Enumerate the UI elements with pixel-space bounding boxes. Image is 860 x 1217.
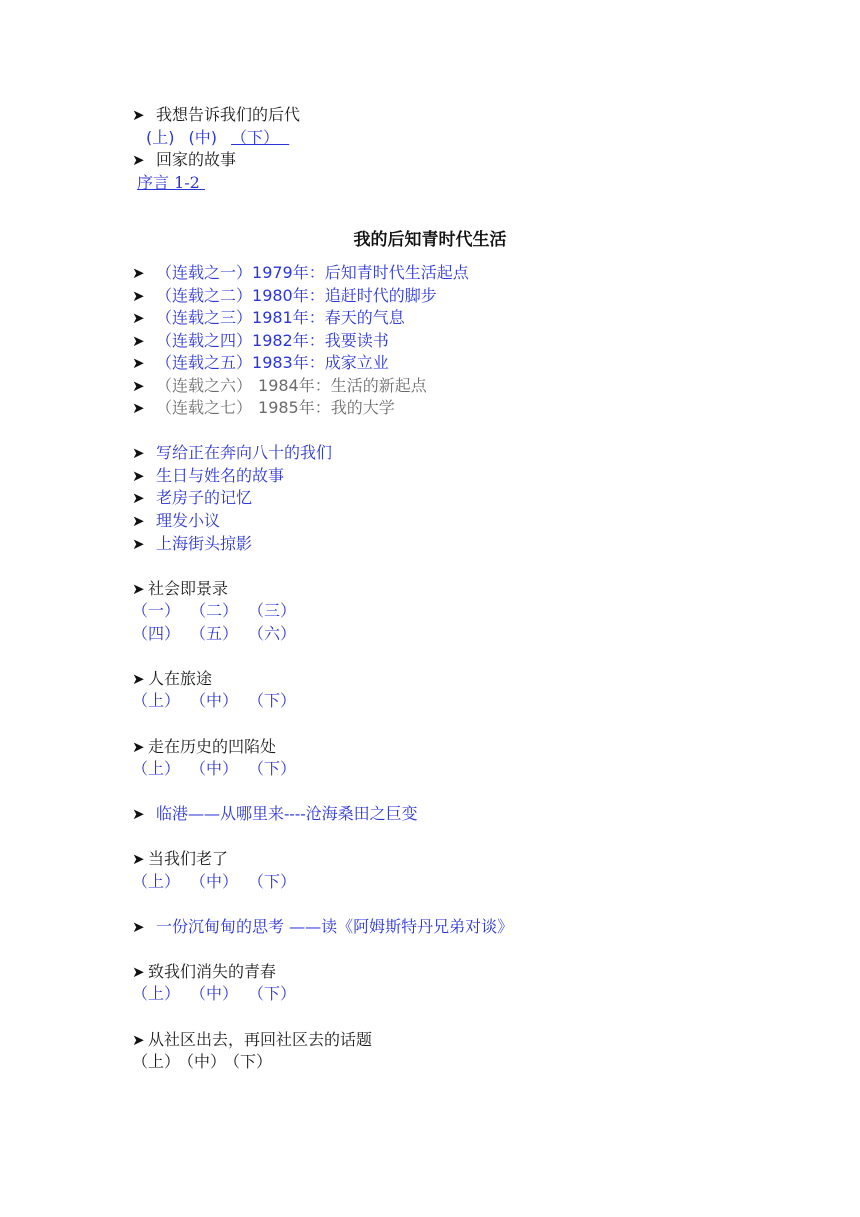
- part-text-middle: （中）: [186, 1052, 227, 1071]
- arrow-bullet-icon: ➤: [132, 354, 145, 372]
- part-link[interactable]: （六）: [256, 624, 297, 643]
- arrow-bullet-icon: ➤: [132, 738, 145, 756]
- essay-item[interactable]: ➤ 理发小议: [132, 511, 221, 530]
- arrow-bullet-icon: ➤: [132, 850, 145, 868]
- preface-row: [137, 172, 205, 194]
- preface-link[interactable]: 序言 1-2: [137, 173, 200, 192]
- arrow-bullet-icon: ➤: [132, 106, 145, 124]
- essay-item[interactable]: ➤ 写给正在奔向八十的我们: [132, 443, 333, 462]
- part-link[interactable]: （一）: [132, 601, 181, 620]
- arrow-bullet-icon: ➤: [132, 670, 145, 688]
- part-text-lower: （下）: [232, 1052, 273, 1071]
- arrow-bullet-icon: ➤: [132, 287, 145, 305]
- arrow-bullet-icon: ➤: [132, 580, 145, 598]
- part-link[interactable]: （三）: [256, 601, 297, 620]
- arrow-bullet-icon: ➤: [132, 1031, 145, 1049]
- series-item[interactable]: ➤ （连载之四）1982年：我要读书: [132, 331, 389, 350]
- part-link[interactable]: （四）: [132, 624, 181, 643]
- parts-row: [132, 1051, 272, 1073]
- part-link-middle[interactable]: （中）: [198, 984, 239, 1003]
- arrow-bullet-icon: ➤: [132, 309, 145, 327]
- part-link-upper[interactable]: (上): [146, 128, 175, 147]
- section-title: 我的后知青时代生活: [353, 230, 507, 250]
- arrow-bullet-icon: ➤: [132, 535, 145, 553]
- list-item: ➤ 当我们老了: [132, 849, 229, 868]
- list-item: ➤ 人在旅途: [132, 669, 213, 688]
- parts-row: [132, 871, 314, 893]
- part-link-lower[interactable]: （下）: [256, 872, 297, 891]
- arrow-bullet-icon: ➤: [132, 918, 145, 936]
- arrow-bullet-icon: ➤: [132, 399, 145, 417]
- part-link-upper[interactable]: （上）: [132, 759, 181, 778]
- part-link-upper[interactable]: （上）: [132, 872, 181, 891]
- part-text-upper: （上）: [132, 1052, 181, 1071]
- series-item[interactable]: ➤ （连载之一）1979年：后知青时代生活起点: [132, 263, 469, 282]
- arrow-bullet-icon: ➤: [132, 332, 145, 350]
- part-link[interactable]: （五）: [198, 624, 239, 643]
- part-link-upper[interactable]: （上）: [132, 691, 181, 710]
- essay-item[interactable]: ➤ 老房子的记忆: [132, 488, 253, 507]
- parts-row: [146, 127, 289, 149]
- part-link-lower[interactable]: （下）: [231, 128, 280, 147]
- series-item[interactable]: ➤ （连载之五）1983年：成家立业: [132, 353, 389, 372]
- part-link-upper[interactable]: （上）: [132, 984, 181, 1003]
- essay-item[interactable]: ➤ 上海街头掠影: [132, 534, 253, 553]
- part-link-middle[interactable]: （中）: [198, 872, 239, 891]
- arrow-bullet-icon: ➤: [132, 377, 145, 395]
- parts-row: [132, 600, 314, 622]
- essay-item[interactable]: ➤ 生日与姓名的故事: [132, 466, 285, 485]
- list-item: [132, 149, 236, 171]
- item-title: 回家的故事: [156, 150, 237, 169]
- arrow-bullet-icon: ➤: [132, 512, 145, 530]
- series-item[interactable]: ➤ （连载之六） 1984年：生活的新起点: [132, 376, 427, 395]
- essay-item[interactable]: ➤ 一份沉甸甸的思考 ——读《阿姆斯特丹兄弟对谈》: [132, 917, 514, 936]
- arrow-bullet-icon: ➤: [132, 467, 145, 485]
- part-link-middle[interactable]: （中）: [198, 759, 239, 778]
- item-title: 我想告诉我们的后代: [156, 105, 301, 124]
- part-link-middle[interactable]: （中）: [198, 691, 239, 710]
- parts-row: [132, 758, 314, 780]
- part-link-lower[interactable]: （下）: [256, 759, 297, 778]
- list-item: ➤ 走在历史的凹陷处: [132, 737, 277, 756]
- list-item: [132, 104, 300, 126]
- series-item[interactable]: ➤ （连载之七） 1985年：我的大学: [132, 398, 395, 417]
- arrow-bullet-icon: ➤: [132, 805, 145, 823]
- essay-item[interactable]: ➤ 临港——从哪里来----沧海桑田之巨变: [132, 804, 418, 823]
- arrow-bullet-icon: ➤: [132, 963, 145, 981]
- series-item[interactable]: ➤ （连载之三）1981年：春天的气息: [132, 308, 405, 327]
- parts-row: [132, 983, 314, 1005]
- part-link-lower[interactable]: （下）: [256, 691, 297, 710]
- parts-row: [132, 690, 314, 712]
- arrow-bullet-icon: ➤: [132, 444, 145, 462]
- arrow-bullet-icon: ➤: [132, 151, 145, 169]
- arrow-bullet-icon: ➤: [132, 489, 145, 507]
- parts-row: [132, 623, 314, 645]
- list-item: ➤ 社会即景录: [132, 579, 229, 598]
- list-item: ➤ 从社区出去，再回社区去的话题: [132, 1030, 373, 1049]
- part-link-lower[interactable]: （下）: [256, 984, 297, 1003]
- list-item: ➤ 致我们消失的青春: [132, 962, 277, 981]
- arrow-bullet-icon: ➤: [132, 264, 145, 282]
- part-link[interactable]: （二）: [198, 601, 239, 620]
- part-link-middle[interactable]: (中): [188, 128, 217, 147]
- series-item[interactable]: ➤ （连载之二）1980年：追赶时代的脚步: [132, 286, 437, 305]
